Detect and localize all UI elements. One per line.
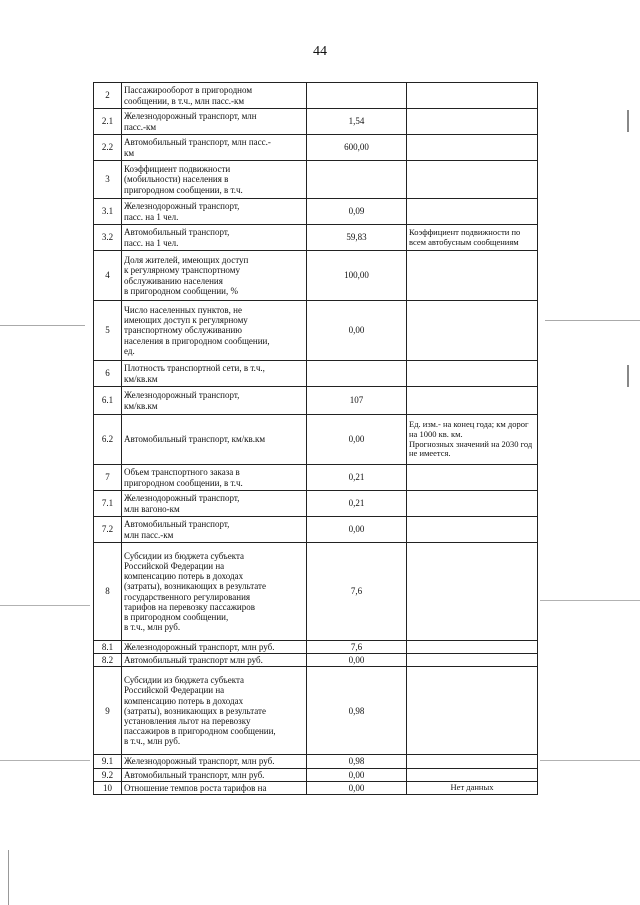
indicator-value-cell: 107 [307,387,407,415]
row-number-cell: 7.1 [94,491,122,517]
indicator-value-cell [307,83,407,109]
table-row [94,83,538,109]
row-number-cell: 8.2 [94,654,122,667]
table-row [94,199,538,225]
table-row [94,517,538,543]
indicator-note-cell [407,109,538,135]
row-number-cell: 4 [94,251,122,301]
indicator-note-cell [407,667,538,755]
table-row [94,667,538,755]
indicator-value-cell: 0,00 [307,781,407,794]
indicator-name-cell: Железнодорожный транспорт, пасс. на 1 чел. [122,199,307,225]
row-number-cell: 6.2 [94,415,122,465]
indicator-value-cell: 0,98 [307,755,407,768]
indicator-note-cell [407,161,538,199]
indicator-name-cell: Пассажирооборот в пригородном сообщении, в т.ч., млн пасс.-км [122,83,307,109]
indicator-note-cell [407,641,538,654]
indicator-name-cell: Автомобильный транспорт, млн руб. [122,768,307,781]
indicator-note-cell [407,465,538,491]
indicator-name-cell: Железнодорожный транспорт, км/кв.км [122,387,307,415]
row-number-cell: 2 [94,83,122,109]
indicator-name-cell: Автомобильный транспорт, млн пасс.- км [122,135,307,161]
row-number-cell: 3.1 [94,199,122,225]
row-number-cell: 7.2 [94,517,122,543]
table-row [94,161,538,199]
row-number-cell: 3.2 [94,225,122,251]
scan-edge-artifact [627,365,629,387]
table-row [94,641,538,654]
indicator-value-cell: 0,00 [307,768,407,781]
indicator-value-cell: 0,00 [307,301,407,361]
indicator-name-cell: Автомобильный транспорт, пасс. на 1 чел. [122,225,307,251]
indicator-name-cell: Железнодорожный транспорт, млн руб. [122,755,307,768]
indicator-name-cell: Субсидии из бюджета субъекта Российской Федерации на компенсацию потерь в доходах (затраты), возникающих в результате государственного регулирования тарифов на перевозку пассажиров в пригородном сообщении, в т.ч., млн руб. [122,543,307,641]
indicator-name-cell: Доля жителей, имеющих доступ к регулярному транспортному обслуживанию населения в пригородном сообщении, % [122,251,307,301]
indicator-name-cell: Железнодорожный транспорт, млн вагоно-км [122,491,307,517]
indicator-name-cell: Число населенных пунктов, не имеющих доступ к регулярному транспортному обслуживанию населения в пригородном сообщении, ед. [122,301,307,361]
scan-edge-artifact [8,850,9,905]
indicator-note-cell [407,199,538,225]
indicator-note-cell [407,491,538,517]
indicator-value-cell [307,361,407,387]
indicator-value-cell: 7,6 [307,641,407,654]
indicator-note-cell [407,251,538,301]
scan-edge-artifact [627,110,629,132]
scan-line-artifact [545,320,640,321]
indicator-name-cell: Железнодорожный транспорт, млн пасс.-км [122,109,307,135]
scan-line-artifact [0,605,90,606]
indicator-note-cell: Ед. изм.- на конец года; км дорог на 1000 кв. км. Прогнозных значений на 2030 год не имеется. [407,415,538,465]
indicator-note-cell [407,387,538,415]
indicator-name-cell: Субсидии из бюджета субъекта Российской Федерации на компенсацию потерь в доходах (затраты), возникающих в результате установления льгот на перевозку пассажиров в пригородном сообщении, в т.ч., млн руб. [122,667,307,755]
indicator-value-cell: 0,00 [307,654,407,667]
indicator-name-cell: Отношение темпов роста тарифов на [122,781,307,794]
indicator-note-cell: Нет данных [407,781,538,794]
indicator-note-cell [407,654,538,667]
indicator-note-cell: Коэффициент подвижности по всем автобусным сообщениям [407,225,538,251]
scan-line-artifact [0,325,85,326]
table-row [94,755,538,768]
table-row [94,415,538,465]
indicator-note-cell [407,301,538,361]
indicator-value-cell: 100,00 [307,251,407,301]
table-row [94,361,538,387]
table-row [94,301,538,361]
scan-line-artifact [540,600,640,601]
indicator-value-cell: 0,00 [307,517,407,543]
indicator-value-cell: 0,21 [307,491,407,517]
indicator-name-cell: Плотность транспортной сети, в т.ч., км/кв.км [122,361,307,387]
row-number-cell: 7 [94,465,122,491]
indicator-note-cell [407,135,538,161]
indicator-name-cell: Автомобильный транспорт, млн пасс.-км [122,517,307,543]
indicator-value-cell: 0,00 [307,415,407,465]
table-row [94,465,538,491]
row-number-cell: 5 [94,301,122,361]
indicator-note-cell [407,83,538,109]
indicator-value-cell: 0,09 [307,199,407,225]
table-row [94,135,538,161]
table-row [94,225,538,251]
table-row [94,491,538,517]
scan-line-artifact [0,760,90,761]
indicator-name-cell: Автомобильный транспорт, км/кв.км [122,415,307,465]
table-row [94,251,538,301]
row-number-cell: 2.2 [94,135,122,161]
indicator-value-cell [307,161,407,199]
row-number-cell: 9.1 [94,755,122,768]
indicator-name-cell: Автомобильный транспорт млн руб. [122,654,307,667]
table-row [94,387,538,415]
scan-line-artifact [540,760,640,761]
table-row [94,543,538,641]
indicators-table [93,82,538,795]
table-row [94,768,538,781]
table-row [94,109,538,135]
indicator-note-cell [407,755,538,768]
indicator-value-cell: 600,00 [307,135,407,161]
indicator-note-cell [407,543,538,641]
row-number-cell: 6.1 [94,387,122,415]
indicator-note-cell [407,361,538,387]
indicator-value-cell: 1,54 [307,109,407,135]
page-number: 44 [313,44,327,59]
indicator-value-cell: 59,83 [307,225,407,251]
indicator-note-cell [407,517,538,543]
row-number-cell: 9 [94,667,122,755]
indicator-name-cell: Объем транспортного заказа в пригородном сообщении, в т.ч. [122,465,307,491]
table-row [94,654,538,667]
table-row [94,781,538,794]
row-number-cell: 8.1 [94,641,122,654]
indicator-name-cell: Коэффициент подвижности (мобильности) населения в пригородном сообщении, в т.ч. [122,161,307,199]
indicator-value-cell: 7,6 [307,543,407,641]
row-number-cell: 9.2 [94,768,122,781]
indicators-table-body [94,83,538,795]
row-number-cell: 8 [94,543,122,641]
row-number-cell: 6 [94,361,122,387]
row-number-cell: 2.1 [94,109,122,135]
indicator-note-cell [407,768,538,781]
indicator-value-cell: 0,98 [307,667,407,755]
row-number-cell: 3 [94,161,122,199]
row-number-cell: 10 [94,781,122,794]
indicator-name-cell: Железнодорожный транспорт, млн руб. [122,641,307,654]
indicator-value-cell: 0,21 [307,465,407,491]
